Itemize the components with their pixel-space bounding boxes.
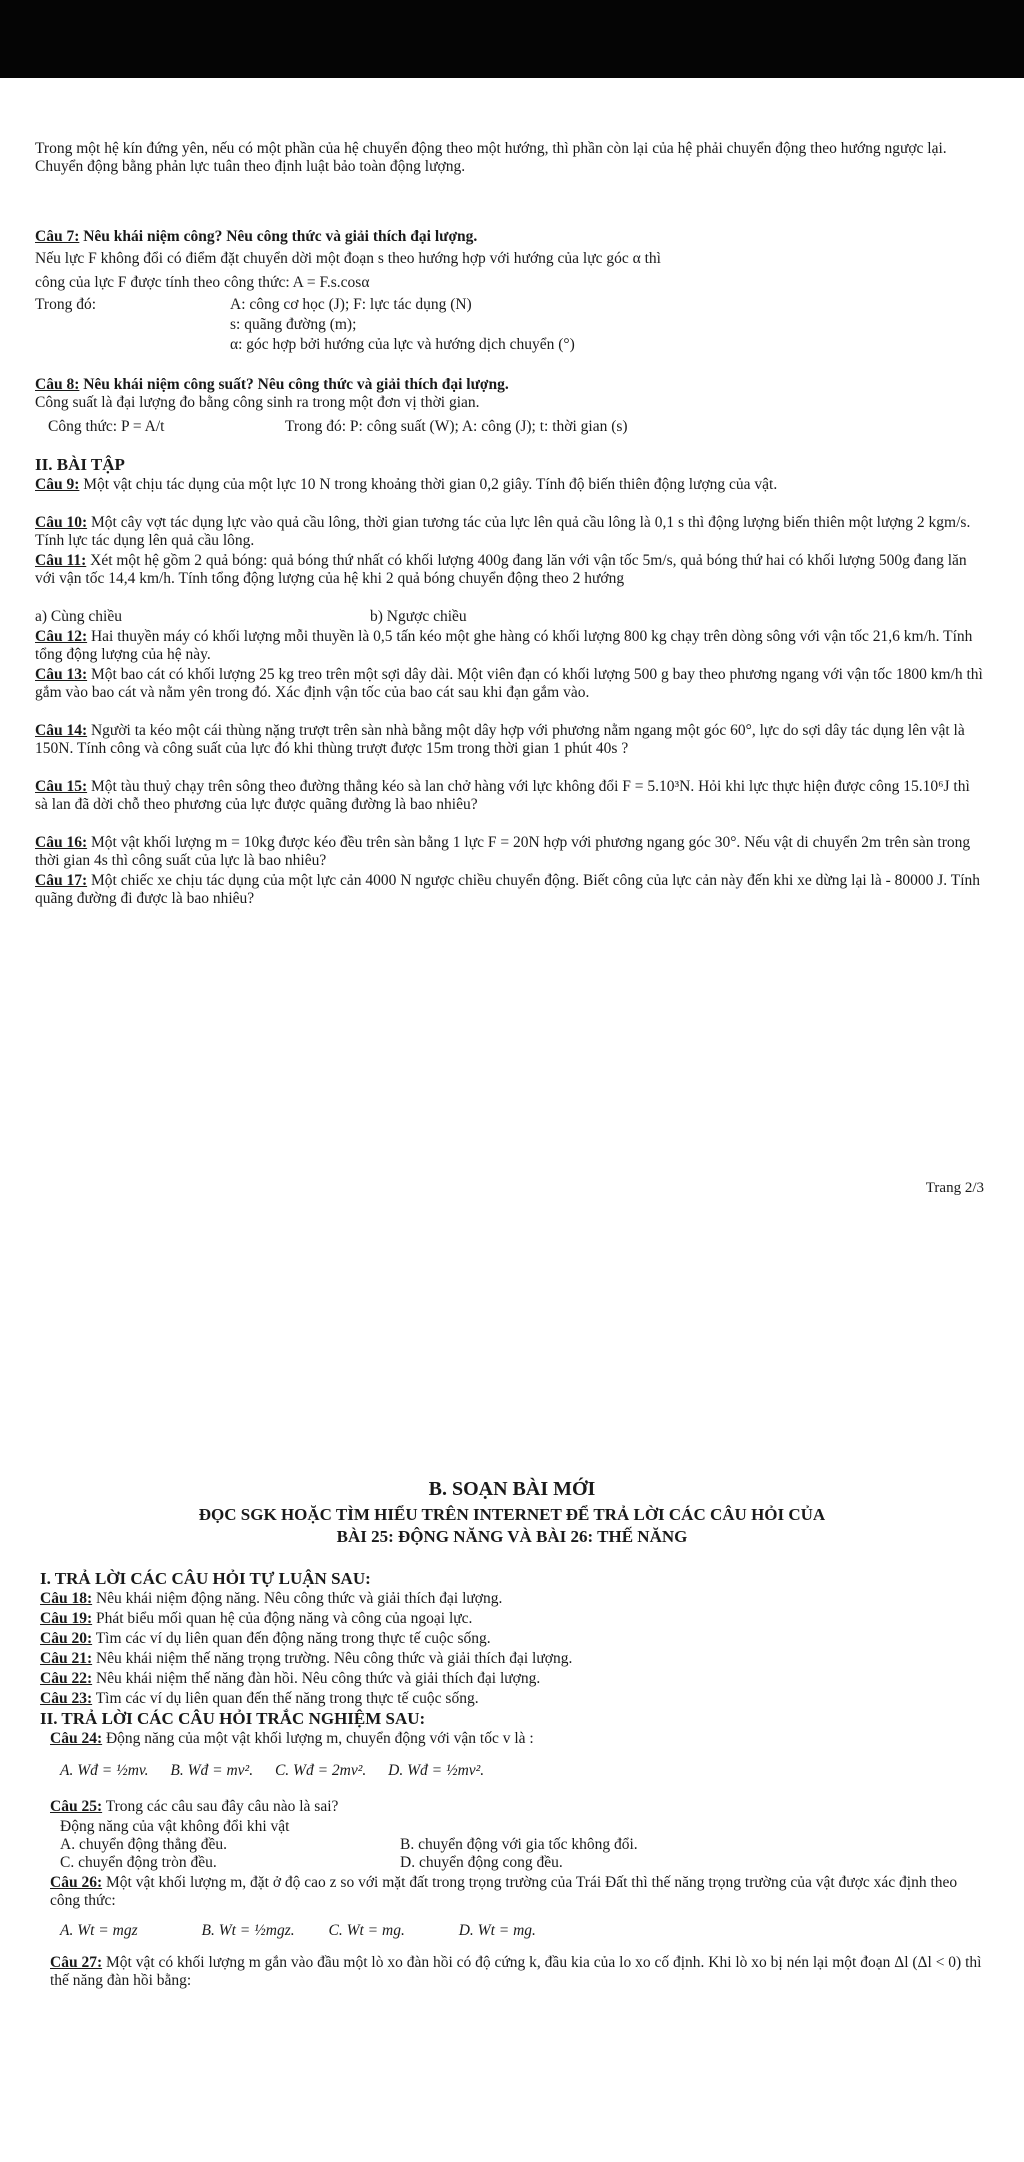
q24-label: Câu 24: xyxy=(50,1730,103,1747)
q15-label: Câu 15: xyxy=(35,778,88,795)
q25-label: Câu 25: xyxy=(50,1798,103,1815)
question-8 xyxy=(35,376,985,394)
intro-paragraph: Trong một hệ kín đứng yên, nếu có một phần của hệ chuyển động theo một hướng, thì phần còn lại của hệ phải chuyển động theo hướng ngược lại. Chuyển động bằng phản lực tuân theo định luật bảo toàn động lượng. xyxy=(35,140,947,175)
question-11 xyxy=(35,552,985,588)
q8-label: Câu 8: xyxy=(35,376,80,393)
q17-text: Một chiếc xe chịu tác dụng của một lực cản 4000 N ngược chiều chuyển động. Biết công của lực cản này đến khi xe dừng lại là - 80000 J. Tính quãng đường đi được là bao nhiêu? xyxy=(35,872,981,907)
q12-label: Câu 12: xyxy=(35,628,88,645)
section-subtitle-1: ĐỌC SGK HOẶC TÌM HIỂU TRÊN INTERNET ĐỂ TRẢ LỜI CÁC CÂU HỎI CỦA xyxy=(198,1505,826,1524)
q16-text: Một vật khối lượng m = 10kg được kéo đều trên sàn bằng 1 lực F = 20N hợp với phương ngang góc 30°. Nếu vật di chuyển 2m trên sàn trong thời gian 4s thì công suất của lực là bao nhiêu? xyxy=(35,834,971,869)
q27-text: Một vật có khối lượng m gắn vào đầu một lò xo đàn hồi có độ cứng k, đầu kia của lo xo cố định. Khi lò xo bị nén lại một đoạn Δl (Δl < 0) thì thế năng đàn hồi bằng: xyxy=(50,1954,982,1989)
q23-label: Câu 23: xyxy=(40,1690,93,1707)
q27-label: Câu 27: xyxy=(50,1954,103,1971)
question-25 xyxy=(50,1798,338,1816)
question-16 xyxy=(35,834,985,870)
q24-option-a: A. Wđ = ½mv. xyxy=(60,1762,149,1779)
q7-line2: công của lực F được tính theo công thức: A = F.s.cosα xyxy=(35,274,370,291)
q7-line1: Nếu lực F không đổi có điểm đặt chuyển dời một đoạn s theo hướng hợp với hướng của lực góc α thì xyxy=(35,250,661,267)
q11-option-b: b) Ngược chiều xyxy=(370,608,467,625)
q16-label: Câu 16: xyxy=(35,834,88,851)
section-title: B. SOẠN BÀI MỚI xyxy=(428,1478,596,1500)
q20-text: Tìm các ví dụ liên quan đến động năng trong thực tế cuộc sống. xyxy=(92,1630,491,1647)
q20-label: Câu 20: xyxy=(40,1630,93,1647)
question-20 xyxy=(40,1630,491,1648)
q24-option-b: B. Wđ = mv². xyxy=(170,1762,254,1779)
q13-label: Câu 13: xyxy=(35,666,88,683)
q21-label: Câu 21: xyxy=(40,1650,93,1667)
q25-option-d: D. chuyển động cong đều. xyxy=(400,1854,563,1871)
q11-text: Xét một hệ gồm 2 quả bóng: quả bóng thứ nhất có khối lượng 400g đang lăn với vận tốc 5m/s, quả bóng thứ hai có khối lượng 500g đang lăn với vận tốc 14,4 km/h. Tính tổng động lượng của hệ khi 2 quả bóng chuyển động theo 2 hướng xyxy=(35,552,967,587)
part2-heading: II. TRẢ LỜI CÁC CÂU HỎI TRẮC NGHIỆM SAU: xyxy=(40,1709,426,1728)
q8-title: Nêu khái niệm công suất? Nêu công thức và giải thích đại lượng. xyxy=(79,376,509,393)
part1-heading: I. TRẢ LỜI CÁC CÂU HỎI TỰ LUẬN SAU: xyxy=(40,1569,371,1588)
q9-text: Một vật chịu tác dụng của một lực 10 N trong khoảng thời gian 0,2 giây. Tính độ biến thiên động lượng của vật. xyxy=(79,476,778,493)
q7-title: Nêu khái niệm công? Nêu công thức và giải thích đại lượng. xyxy=(79,228,478,245)
question-18 xyxy=(40,1590,502,1608)
section-subtitle-2: BÀI 25: ĐỘNG NĂNG VÀ BÀI 26: THẾ NĂNG xyxy=(336,1527,688,1546)
question-15 xyxy=(35,778,985,814)
q26-option-b: B. Wt = ½mgz. xyxy=(201,1922,295,1939)
q25-option-c: C. chuyển động tròn đều. xyxy=(60,1854,217,1871)
q26-option-a: A. Wt = mgz xyxy=(60,1922,138,1939)
q10-label: Câu 10: xyxy=(35,514,88,531)
q25-text: Trong các câu sau đây câu nào là sai? xyxy=(102,1798,339,1815)
q12-text: Hai thuyền máy có khối lượng mỗi thuyền là 0,5 tấn kéo một ghe hàng có khối lượng 800 kg chạy trên dòng sông với vận tốc 21,6 km/h. Tính tổng động lượng của hệ này. xyxy=(35,628,973,663)
q26-option-d: D. Wt = mg. xyxy=(458,1922,536,1939)
q17-label: Câu 17: xyxy=(35,872,88,889)
q7-def3: α: góc hợp bởi hướng của lực và hướng dịch chuyển (°) xyxy=(230,336,575,353)
q21-text: Nêu khái niệm thế năng trọng trường. Nêu công thức và giải thích đại lượng. xyxy=(92,1650,573,1667)
q11-option-a: a) Cùng chiều xyxy=(35,608,122,625)
q26-option-c: C. Wt = mg. xyxy=(328,1922,405,1939)
q24-option-d: D. Wđ = ½mv². xyxy=(388,1762,485,1779)
question-10 xyxy=(35,514,985,550)
q25-option-a: A. chuyển động thẳng đều. xyxy=(60,1836,228,1853)
q11-label: Câu 11: xyxy=(35,552,87,569)
question-26 xyxy=(50,1874,990,1910)
question-14 xyxy=(35,722,985,758)
q24-option-c: C. Wđ = 2mv². xyxy=(274,1762,367,1779)
question-24 xyxy=(50,1730,534,1748)
q7-def1: A: công cơ học (J); F: lực tác dụng (N) xyxy=(230,296,472,313)
q24-text: Động năng của một vật khối lượng m, chuyển động với vận tốc v là : xyxy=(102,1730,534,1747)
q25-option-b: B. chuyển động với gia tốc không đổi. xyxy=(400,1836,638,1853)
question-12 xyxy=(35,628,985,664)
q7-def2: s: quãng đường (m); xyxy=(230,316,357,333)
question-23 xyxy=(40,1690,479,1708)
black-top-band xyxy=(0,0,1024,78)
question-17 xyxy=(35,872,985,908)
q25-stem: Động năng của vật không đổi khi vật xyxy=(60,1818,290,1835)
q23-text: Tìm các ví dụ liên quan đến thế năng trong thực tế cuộc sống. xyxy=(92,1690,479,1707)
question-13 xyxy=(35,666,985,702)
q19-label: Câu 19: xyxy=(40,1610,93,1627)
q19-text: Phát biểu mối quan hệ của động năng và công của ngoại lực. xyxy=(92,1610,473,1627)
q22-text: Nêu khái niệm thế năng đàn hồi. Nêu công thức và giải thích đại lượng. xyxy=(92,1670,541,1687)
question-7 xyxy=(35,228,985,246)
q8-line1: Công suất là đại lượng đo bằng công sinh ra trong một đơn vị thời gian. xyxy=(35,394,480,411)
q8-formula: Công thức: P = A/t xyxy=(48,418,165,435)
question-19 xyxy=(40,1610,472,1628)
question-21 xyxy=(40,1650,572,1668)
q22-label: Câu 22: xyxy=(40,1670,93,1687)
q26-text: Một vật khối lượng m, đặt ở độ cao z so với mặt đất trong trọng trường của Trái Đất thì thế năng trọng trường của vật được xác định theo công thức: xyxy=(50,1874,958,1909)
q26-label: Câu 26: xyxy=(50,1874,103,1891)
q18-text: Nêu khái niệm động năng. Nêu công thức và giải thích đại lượng. xyxy=(92,1590,503,1607)
q24-options xyxy=(60,1762,502,1780)
q7-where: Trong đó: xyxy=(35,296,97,313)
question-9 xyxy=(35,476,985,494)
q26-options xyxy=(60,1922,554,1940)
q15-text: Một tàu thuỷ chạy trên sông theo đường thẳng kéo sà lan chở hàng với lực không đổi F = 5.10³N. Hỏi khi lực thực hiện được công 15.10⁶J thì sà lan đã dời chỗ theo phương của lực được quãng đường là bao nhiêu? xyxy=(35,778,970,813)
q18-label: Câu 18: xyxy=(40,1590,93,1607)
section-exercises: II. BÀI TẬP xyxy=(35,455,125,474)
q14-text: Người ta kéo một cái thùng nặng trượt trên sàn nhà bằng một dây hợp với phương nằm ngang một góc 60°, lực do sợi dây tác dụng lên vật là 150N. Tính công và công suất của lực đó khi thùng trượt được 15m trong thời gian 1 phút 40s ? xyxy=(35,722,965,757)
q14-label: Câu 14: xyxy=(35,722,88,739)
q10-text: Một cây vợt tác dụng lực vào quả cầu lông, thời gian tương tác của lực lên quả cầu lông là 0,1 s thì động lượng biến thiên một lượng 2 kgm/s. Tính lực tác dụng lên quả cầu lông. xyxy=(35,514,971,549)
q13-text: Một bao cát có khối lượng 25 kg treo trên một sợi dây dài. Một viên đạn có khối lượng 500 g bay theo phương ngang với vận tốc 1800 km/h thì gắm vào bao cát và nằm yên trong đó. Xác định vận tốc của bao cát sau khi đạn gắm vào. xyxy=(35,666,983,701)
q7-label: Câu 7: xyxy=(35,228,80,245)
question-27 xyxy=(50,1954,990,1990)
question-22 xyxy=(40,1670,540,1688)
q8-where: Trong đó: P: công suất (W); A: công (J); t: thời gian (s) xyxy=(285,418,628,435)
page-number: Trang 2/3 xyxy=(925,1180,984,1196)
q9-label: Câu 9: xyxy=(35,476,80,493)
